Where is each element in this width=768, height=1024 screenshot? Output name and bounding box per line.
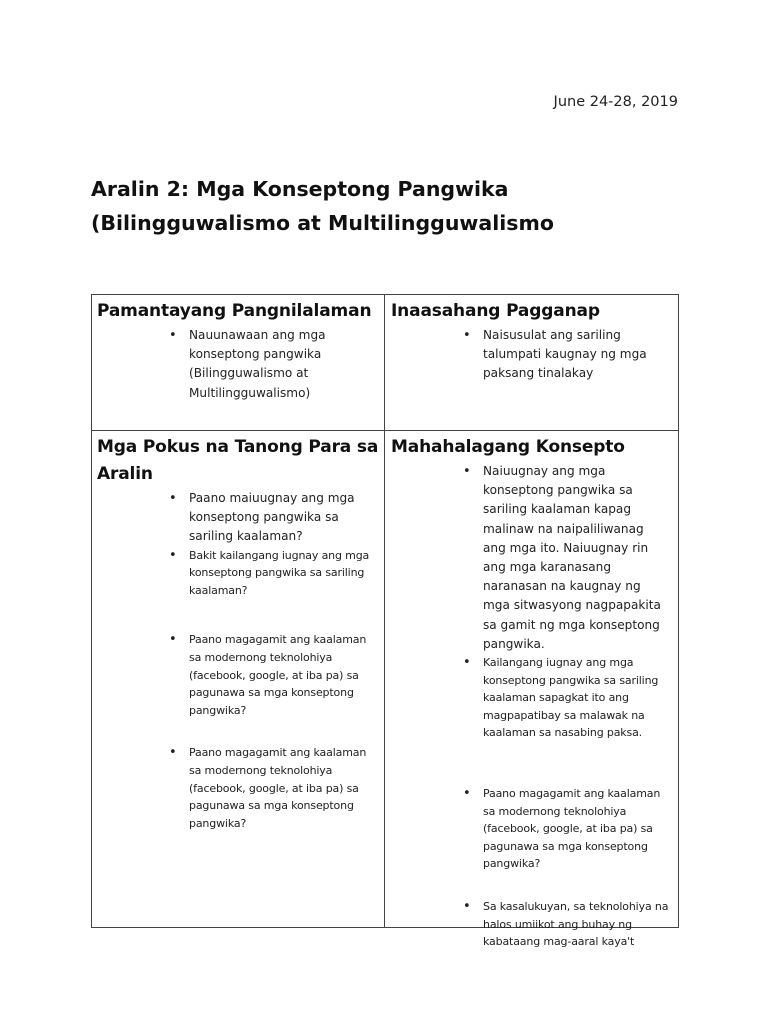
bullet-list bbox=[391, 654, 674, 951]
bullet-item: • Naiuugnay ang mga konseptong pangwika sa sariling kaalaman kapag malinaw na naipaliliwanag ang mga ito. Naiuugnay rin ang mga karanasang naranasan na kaugnay ng mga sitwasyong nagpapakita sa gamit ng mga konseptong pangwika. bbox=[391, 462, 674, 654]
cell-mahahalagang-konsepto bbox=[384, 430, 678, 949]
bullet-list bbox=[97, 547, 380, 833]
cell-heading: Inaasahang Pagganap bbox=[391, 301, 600, 321]
cell-heading: Mahahalagang Konsepto bbox=[391, 437, 625, 457]
cell-pamantayang-pangnilalaman bbox=[92, 295, 384, 430]
bullet-item: • Bakit kailangang iugnay ang mga konseptong pangwika sa sariling kaalaman? bbox=[97, 547, 380, 600]
bullet-item: • Paano maiuugnay ang mga konseptong pangwika sa sariling kaalaman? bbox=[97, 489, 380, 547]
bullet-item: • Kailangang iugnay ang mga konseptong pangwika sa sariling kaalaman sapagkat ito ang magpapatibay sa malawak na kaalaman sa nasabing paksa. bbox=[391, 654, 674, 742]
bullet-list bbox=[97, 326, 380, 403]
lesson-table bbox=[91, 294, 679, 949]
cell-heading: Pamantayang Pangnilalaman bbox=[97, 301, 372, 321]
cell-pokus-na-tanong bbox=[92, 430, 384, 928]
lesson-title: Aralin 2: Mga Konseptong Pangwika (Bilingguwalismo at Multilingguwalismo bbox=[91, 177, 554, 235]
bullet-list bbox=[391, 462, 674, 654]
bullet-item: • Paano magagamit ang kaalaman sa modernong teknolohiya (facebook, google, at iba pa) sa pagunawa sa mga konseptong pangwika? bbox=[97, 744, 380, 832]
bullet-item: • Sa kasalukuyan, sa teknolohiya na halos umiikot ang buhay ng kabataang mag-aaral kaya't bbox=[391, 898, 674, 951]
bullet-item: • Paano magagamit ang kaalaman sa modernong teknolohiya (facebook, google, at iba pa) sa pagunawa sa mga konseptong pangwika? bbox=[391, 785, 674, 873]
bullet-item: • Paano magagamit ang kaalaman sa modernong teknolohiya (facebook, google, at iba pa) sa pagunawa sa mga konseptong pangwika? bbox=[97, 631, 380, 719]
bullet-item: • Naisusulat ang sariling talumpati kaugnay ng mga paksang tinalakay bbox=[391, 326, 674, 384]
document-date: June 24-28, 2019 bbox=[553, 94, 678, 110]
bullet-list bbox=[391, 326, 674, 384]
cell-heading: Mga Pokus na Tanong Para sa Aralin bbox=[97, 437, 379, 484]
cell-inaasahang-pagganap bbox=[384, 295, 678, 430]
bullet-list bbox=[97, 489, 380, 547]
bullet-item: • Nauunawaan ang mga konseptong pangwika (Bilingguwalismo at Multilingguwalismo) bbox=[97, 326, 380, 403]
